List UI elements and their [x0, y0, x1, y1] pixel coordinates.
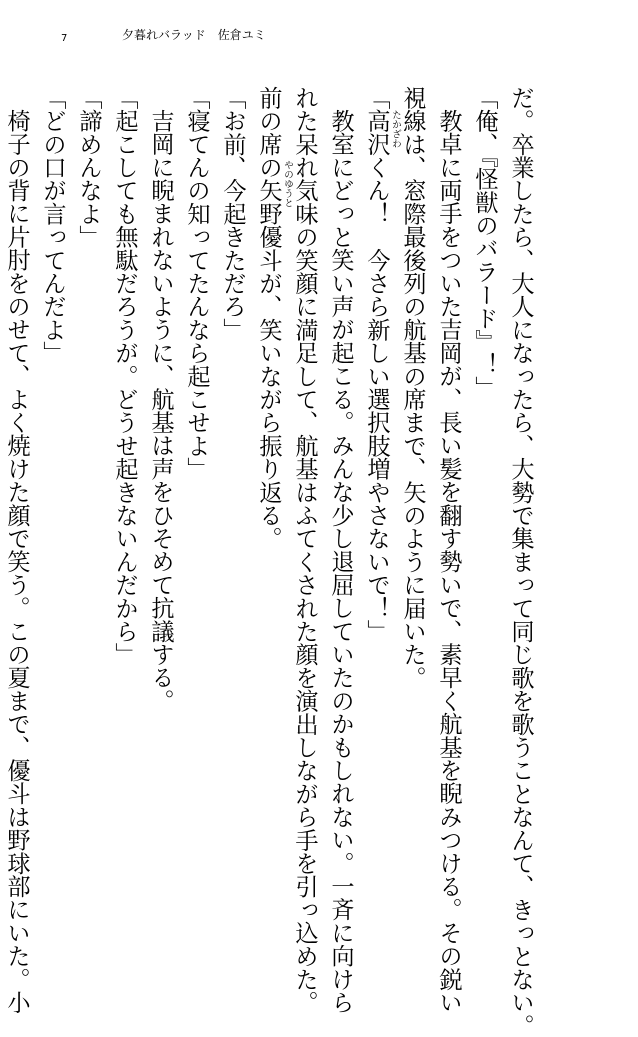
text-line-11: 吉岡に睨まれないように、航基は声をひそめて抗議する。 — [147, 109, 174, 713]
text-line-9: 「お前、今起きただろ」 — [219, 86, 246, 342]
ruby-yuuto: やのゆうと — [282, 160, 293, 208]
text-line-7: れた呆れ気味の笑顔に満足して、航基はふてくされた顔を演出しながら手を引っ込めた。 — [291, 86, 318, 1014]
text-line-6: 教室にどっと笑い声が起こる。みんな少し退屈していたのかもしれない。一斉に向けら — [327, 109, 354, 1014]
text-line-8: 前の席の矢野優斗が、笑いながら振り返る。 — [255, 86, 282, 550]
text-line-2: 「俺、『怪獣のバラード』！」 — [471, 86, 498, 400]
text-line-12: 「起こしても無駄だろうが。どうせ起きないんだから」 — [111, 86, 138, 666]
running-header — [122, 27, 266, 43]
book-title: 夕暮れバラッド — [122, 28, 206, 42]
page-number: 7 — [61, 33, 68, 44]
text-line-14: 「どの口が言ってんだよ」 — [39, 86, 66, 365]
text-line-3: 教卓に両手をついた吉岡が、長い髪を翻す勢いで、素早く航基を睨みつける。その鋭い — [435, 109, 462, 1014]
text-line-1: だ。卒業したら、大人になったら、大勢で集まって同じ歌を歌うことなんて、きっとない。 — [507, 86, 534, 1037]
text-line-10: 「寝てんの知ってたんなら起こせよ」 — [183, 86, 210, 481]
text-line-4: 視線は、窓際最後列の航基の席まで、矢のように届いた。 — [399, 86, 426, 690]
text-line-13: 「諦めんなよ」 — [75, 86, 102, 249]
author-name: 佐倉ユミ — [217, 28, 266, 42]
text-line-5: 「高沢くん！ 今さら新しい選択肢増やさないで！」 — [363, 86, 390, 643]
text-line-15: 椅子の背に片肘をのせて、よく焼けた顔で笑う。この夏まで、優斗は野球部にいた。小 — [3, 109, 30, 1014]
ruby-takazawa: たかざわ — [390, 110, 401, 148]
